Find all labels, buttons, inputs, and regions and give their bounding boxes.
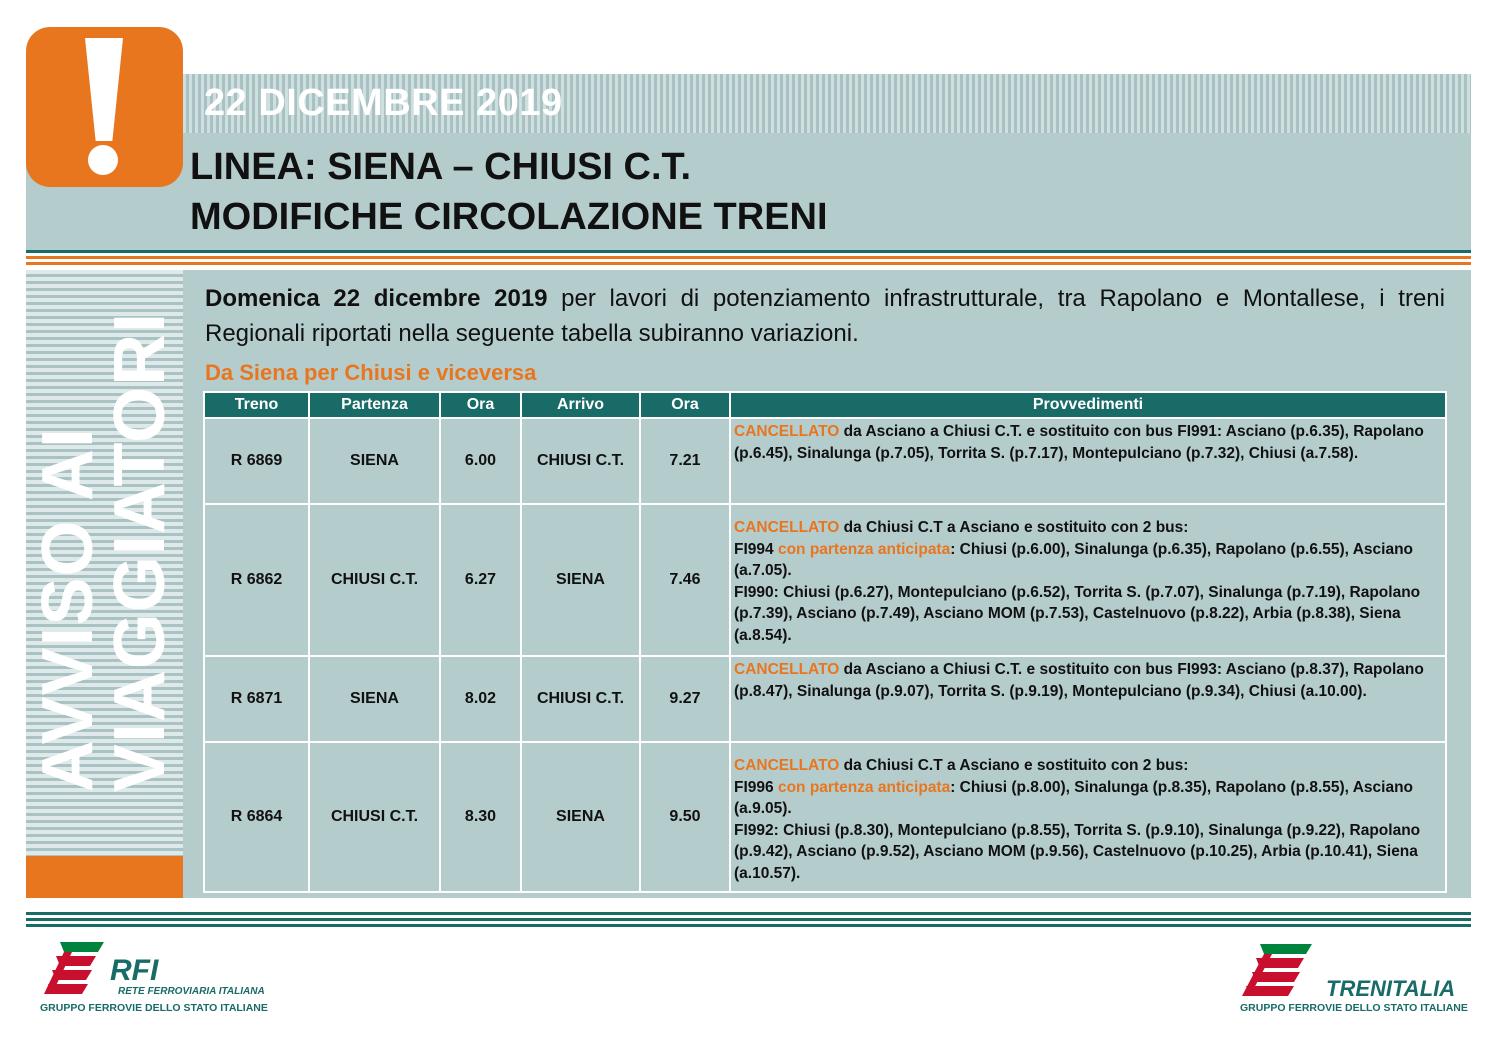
col-ora-arrivo: Ora [640,392,730,418]
cell-treno: R 6862 [204,504,309,656]
cell-arrivo: CHIUSI C.T. [521,418,640,504]
cell-ora-arrivo: 7.46 [640,504,730,656]
cell-partenza: CHIUSI C.T. [309,742,440,892]
divider-teal [26,250,1471,253]
rfi-group: GRUPPO FERROVIE DELLO STATO ITALIANE [40,1002,268,1014]
page-subtitle: MODIFICHE CIRCOLAZIONE TRENI [190,196,828,238]
cell-treno: R 6864 [204,742,309,892]
table-header-row [204,392,1446,418]
cell-treno: R 6869 [204,418,309,504]
table-row [204,504,1446,656]
col-ora-partenza: Ora [440,392,521,418]
bus1-text: : Chiusi (p.6.00), Sinalunga (p.6.35), Rapolano (p.6.55), Asciano (a.7.05). [734,540,1414,579]
date-title: 22 DICEMBRE 2019 [204,82,563,124]
footer-divider-2 [26,918,1471,921]
fs-mark-icon [1238,942,1318,1000]
cell-provvedimenti [730,504,1446,656]
status-cancellato: CANCELLATO [734,423,840,440]
cell-ora-arrivo: 9.27 [640,656,730,742]
status-cancellato: CANCELLATO [734,661,840,678]
bus1-note: con partenza anticipata [777,778,951,796]
cell-ora-arrivo: 9.50 [640,742,730,892]
cell-provvedimenti [730,742,1446,892]
cell-arrivo: SIENA [521,504,640,656]
cell-treno: R 6871 [204,656,309,742]
rfi-full-name: RETE FERROVIARIA ITALIANA [118,986,265,997]
intro-text: per lavori di potenziamento infrastrutturale, tra Rapolano e Montallese, i treni Regionali riportati nella seguente tabella subiranno variazioni. [205,285,1445,347]
rfi-name: RFI [110,954,159,987]
table-row [204,742,1446,892]
side-banner-footer [26,856,183,898]
side-banner-line2: VIAGGIATORI [100,311,180,793]
fs-mark-icon [42,940,112,996]
section-title: Da Siena per Chiusi e viceversa [205,360,537,385]
footer-divider-3 [26,924,1471,927]
bus2-text: FI992: Chiusi (p.8.30), Montepulciano (p.8.55), Torrita S. (p.9.10), Sinalunga (p.9.22), Rapolano (p.9.42), Asciano (p.9.52), Asciano MOM (p.9.56), Castelnuovo (p.10.25), Arbia (p.10.41), Siena (a.10.57). [734,821,1421,882]
intro-paragraph [205,281,1445,351]
divider-orange-2 [26,262,1471,265]
table-row [204,656,1446,742]
status-cancellato: CANCELLATO [734,519,840,536]
prov-text: da Asciano a Chiusi C.T. e sostituito con bus FI993: Asciano (p.8.37), Rapolano (p.8.47), Sinalunga (p.9.07), Torrita S. (p.9.19), Montepulciano (p.9.34), Chiusi (a.10.00). [734,661,1424,700]
bus2-text: FI990: Chiusi (p.6.27), Montepulciano (p.6.52), Torrita S. (p.7.07), Sinalunga (p.7.19), Rapolano (p.7.39), Asciano (p.7.49), Asciano MOM (p.7.53), Castelnuovo (p.8.22), Arbia (p.8.38), Siena (a.8.54). [734,583,1421,644]
cell-partenza: SIENA [309,656,440,742]
line-title: LINEA: SIENA – CHIUSI C.T. [190,146,692,188]
trenitalia-logo [1238,940,1468,1020]
cell-provvedimenti [730,418,1446,504]
trains-table [203,391,1447,893]
status-cancellato: CANCELLATO [734,757,840,774]
cell-ora-partenza: 6.27 [440,504,521,656]
table-row [204,418,1446,504]
cell-partenza: CHIUSI C.T. [309,504,440,656]
trenitalia-group: GRUPPO FERROVIE DELLO STATO ITALIANE [1240,1002,1468,1014]
side-banner-line1: AVVISO AI [28,427,108,793]
bus1-code: FI996 [734,778,778,796]
divider-orange [26,256,1471,259]
prov-text: da Chiusi C.T a Asciano e sostituito con 2 bus: [839,757,1189,774]
bus1-note: con partenza anticipata [777,540,951,558]
col-arrivo: Arrivo [521,392,640,418]
cell-partenza: SIENA [309,418,440,504]
cell-arrivo: CHIUSI C.T. [521,656,640,742]
cell-arrivo: SIENA [521,742,640,892]
cell-ora-arrivo: 7.21 [640,418,730,504]
trenitalia-name: TRENITALIA [1326,976,1456,1001]
rfi-logo [40,940,300,1020]
col-treno: Treno [204,392,309,418]
cell-provvedimenti [730,656,1446,742]
footer-divider-1 [26,912,1471,915]
bus1-code: FI994 [734,540,778,558]
prov-text: da Chiusi C.T a Asciano e sostituito con 2 bus: [839,519,1189,536]
intro-date: Domenica 22 dicembre 2019 [205,285,548,312]
cell-ora-partenza: 8.30 [440,742,521,892]
prov-text: da Asciano a Chiusi C.T. e sostituito con bus FI991: Asciano (p.6.35), Rapolano (p.6.45), Sinalunga (p.7.05), Torrita S. (p.7.17), Montepulciano (p.7.32), Chiusi (a.7.58). [734,423,1424,462]
col-provvedimenti: Provvedimenti [730,392,1446,418]
cell-ora-partenza: 6.00 [440,418,521,504]
exclamation-dot [88,145,118,175]
side-banner-text [28,311,180,793]
cell-ora-partenza: 8.02 [440,656,521,742]
col-partenza: Partenza [309,392,440,418]
bus1-text: : Chiusi (p.8.00), Sinalunga (p.8.35), Rapolano (p.8.55), Asciano (a.9.05). [734,778,1414,817]
